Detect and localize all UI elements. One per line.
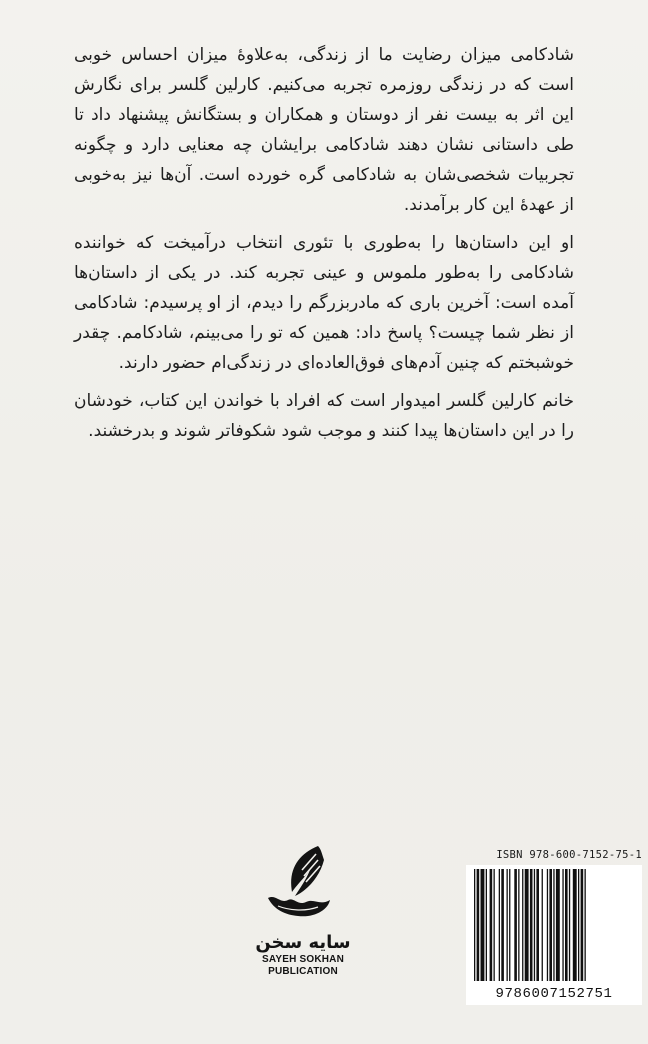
barcode-bar (490, 869, 493, 981)
barcode-bar (525, 869, 529, 981)
barcode-bar (581, 869, 584, 981)
blurb-paragraph-1: شادکامی میزان رضایت ما از زندگی، به‌علاوهٔ میزان احساس خوبی است که در زندگی روزمره تجربه می‌کنیم. کارلین گلسر برای نگارش این اثر به بیست نفر از دوستان و همکاران و بستگانش پیشنهاد داد تا طی داستانی نشان دهند شادکامی برایشان چه معنایی دارد و چگونه تجربیات شخصی‌شان به شادکامی گره خورده است. آن‌ها نیز به‌خوبی از عهدهٔ این کار برآمدند. (74, 45, 574, 215)
barcode-bar (501, 869, 504, 981)
isbn-label: ISBN 978-600-7152-75-1 (496, 849, 642, 861)
publisher-subtitle-en: PUBLICATION (268, 966, 338, 977)
isbn-block (466, 848, 642, 1008)
barcode-bar (474, 869, 475, 981)
barcode-bar (547, 869, 548, 981)
barcode-bar (536, 869, 539, 981)
barcode-bar (542, 869, 543, 981)
barcode-bar (578, 869, 579, 981)
barcode-bar (514, 869, 517, 981)
barcode-bar (573, 869, 577, 981)
barcode-bars (472, 869, 636, 981)
publisher-logo (248, 840, 358, 995)
barcode-bar (565, 869, 568, 981)
barcode-bar (494, 869, 495, 981)
barcode-bar (530, 869, 533, 981)
barcode-bar (507, 869, 508, 981)
barcode-digits: 9786007152751 (466, 986, 642, 1002)
barcode-bar (486, 869, 487, 981)
barcode-bar (553, 869, 554, 981)
barcode (466, 865, 642, 1005)
barcode-bar (481, 869, 485, 981)
barcode-bar (556, 869, 560, 981)
publisher-name-fa: سایه سخن (255, 932, 351, 953)
blurb-paragraph-3: خانم کارلین گلسر امیدوار است که افراد با خواندن این کتاب، خودشان را در این داستان‌ها پیدا کنند و موجب شود شکوفاتر شوند و بدرخشند. (74, 391, 574, 441)
barcode-bar (549, 869, 552, 981)
barcode-bar (499, 869, 500, 981)
quill-feather-icon (248, 840, 358, 930)
barcode-bar (477, 869, 480, 981)
barcode-bar (562, 869, 563, 981)
barcode-bar (518, 869, 519, 981)
barcode-bar (585, 869, 586, 981)
barcode-bar (509, 869, 510, 981)
barcode-bar (534, 869, 535, 981)
barcode-bar (522, 869, 523, 981)
publisher-name-en: SAYEH SOKHAN (261, 954, 345, 965)
barcode-bar (569, 869, 570, 981)
blurb-paragraph-2: او این داستان‌ها را به‌طوری با تئوری انتخاب درآمیخت که خواننده شادکامی را به‌طور ملموس و عینی تجربه کند. در یکی از داستان‌ها آمده است: آخرین باری که مادربزرگم را دیدم، از او پرسیدم: شادکامی از نظر شما چیست؟ پاسخ داد: همین که تو را می‌بینم، شادکامم. چقدر خوشبختم که چنین آدم‌های فوق‌العاده‌ای در زندگی‌ام حضور دارند. (74, 233, 574, 373)
blurb-text (74, 40, 574, 454)
